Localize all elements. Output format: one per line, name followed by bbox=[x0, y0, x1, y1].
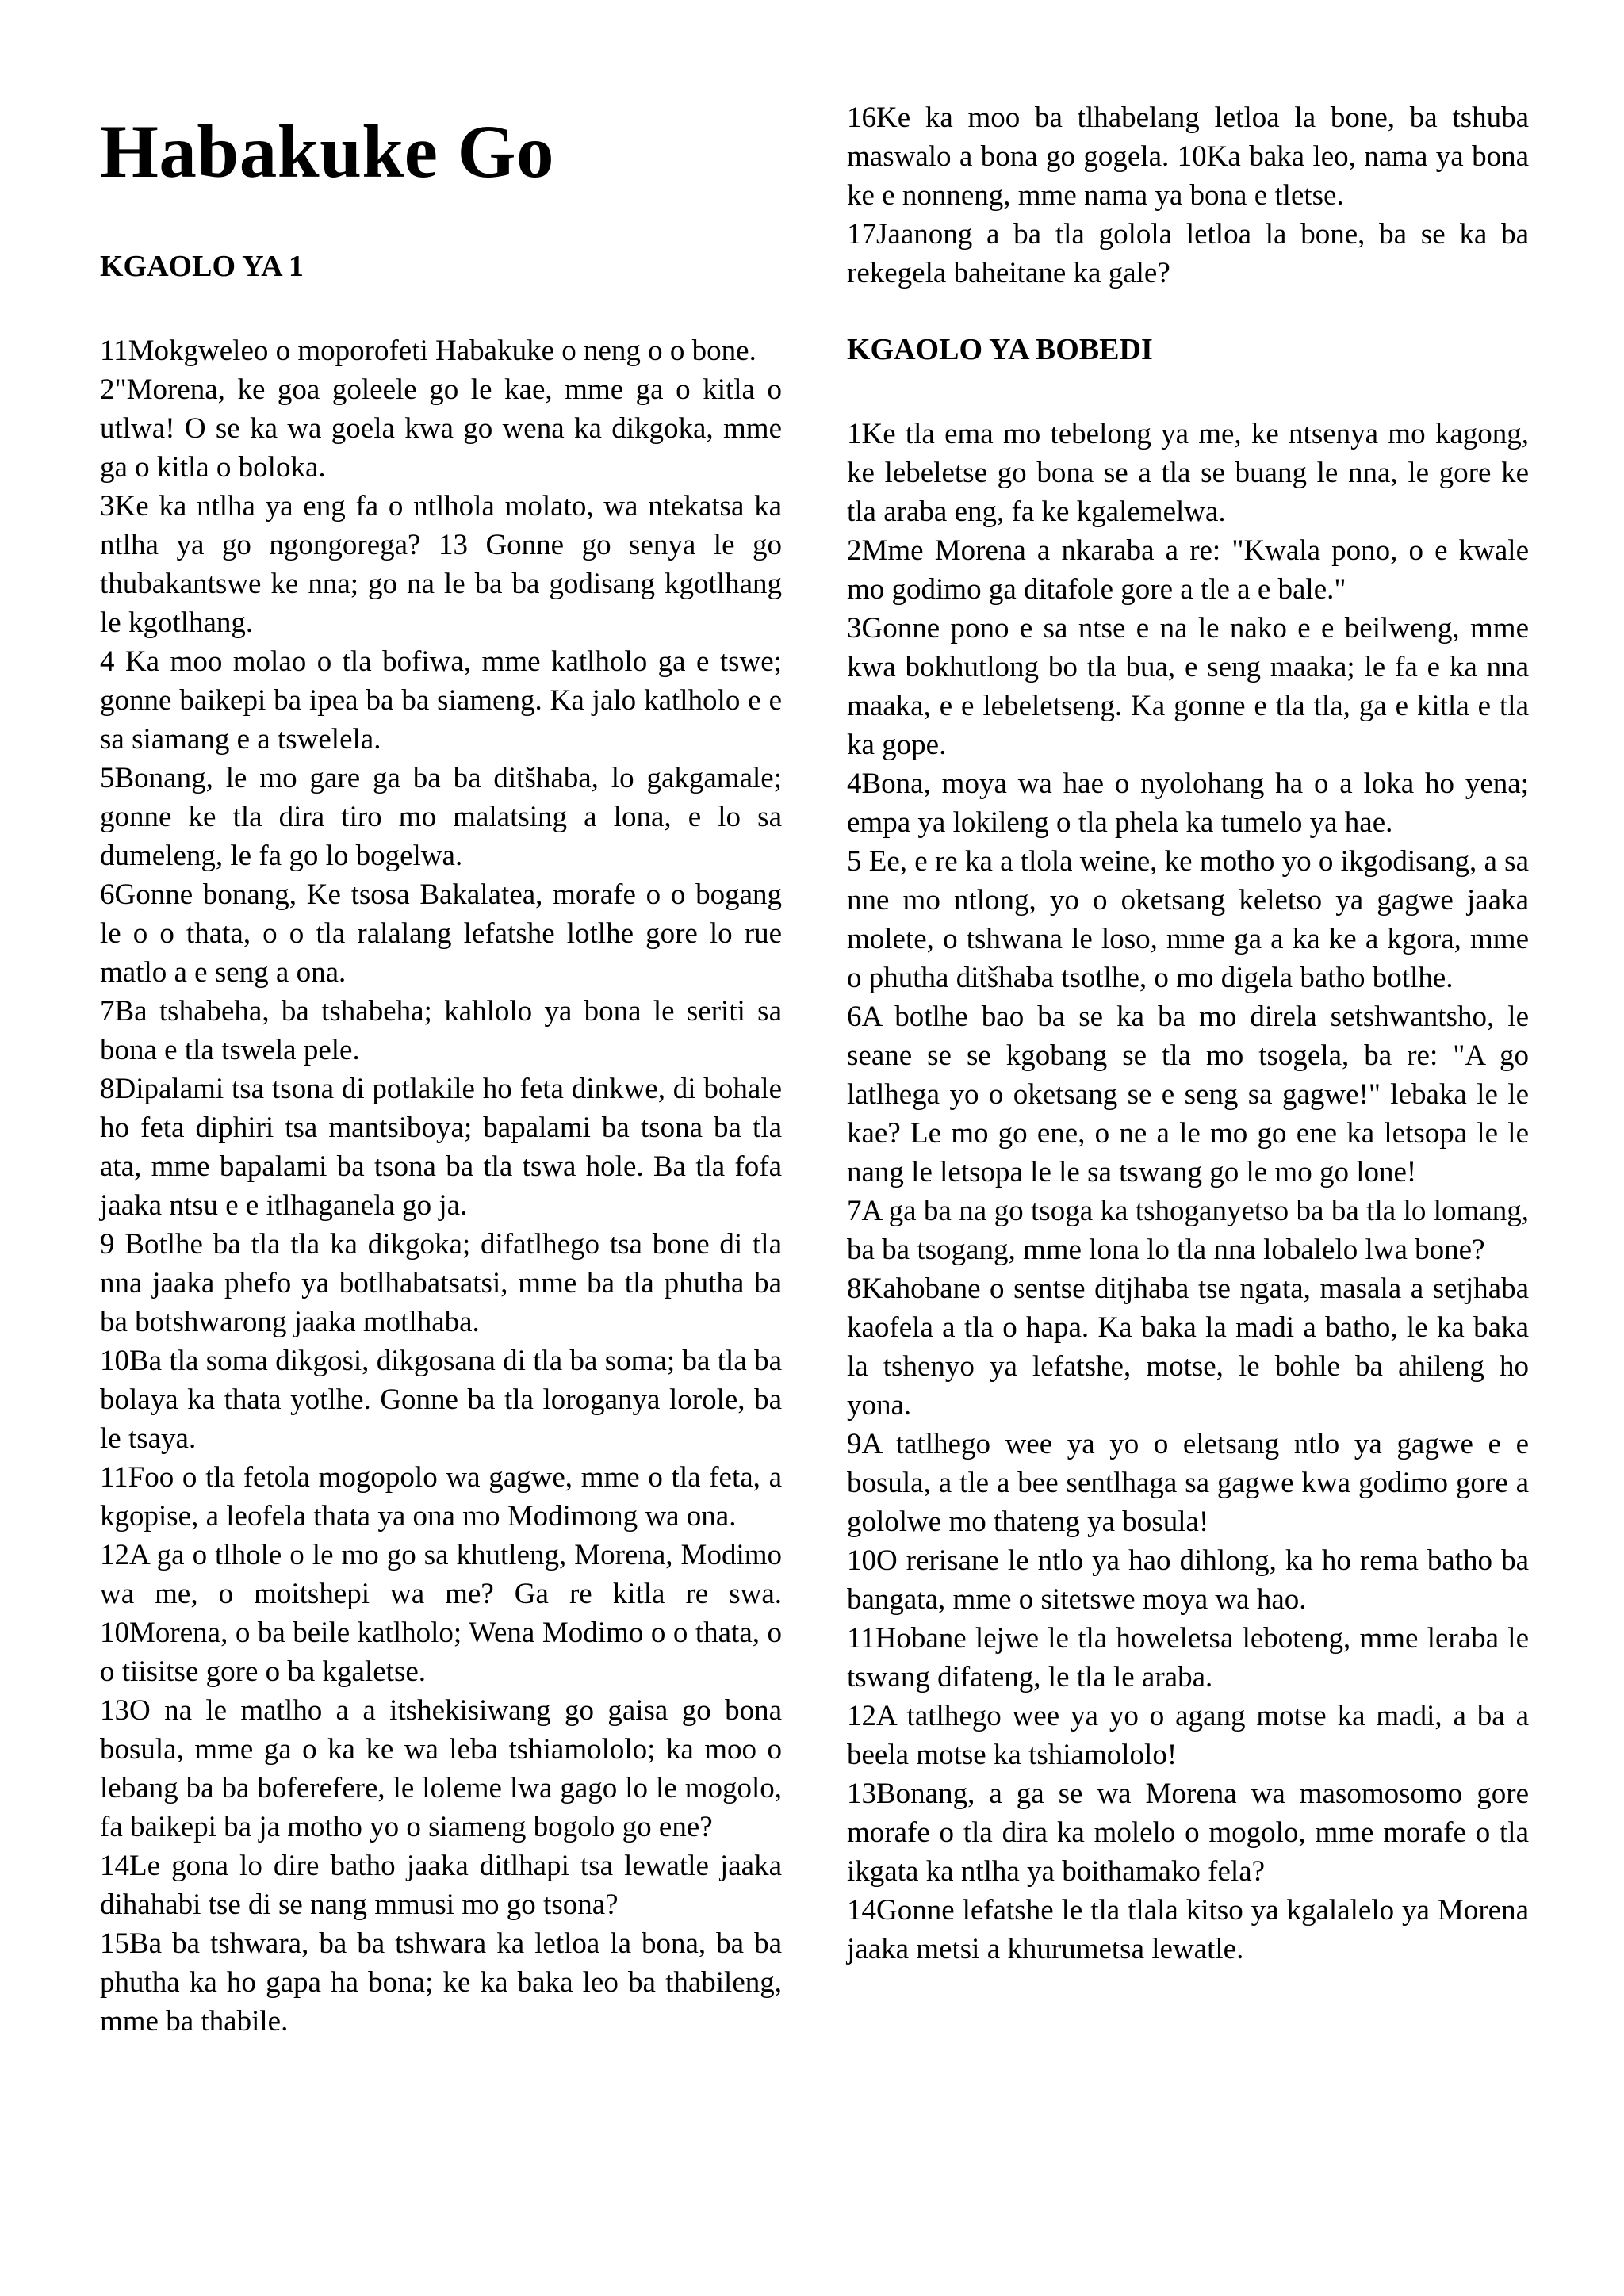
verse-paragraph: 4 Ka moo molao o tla bofiwa, mme katlholo ga e tswe; gonne baikepi ba ipea ba ba siameng. Ka jalo katlholo e e sa siamang e a tswelela. bbox=[100, 645, 782, 756]
verse-paragraph: 9A tatlhego wee ya yo o eletsang ntlo ya gagwe e e bosula, a tle a bee sentlhaga sa gagwe kwa godimo gore a gololwe mo thateng ya bosula! bbox=[847, 1428, 1529, 1538]
book-title: Habakuke Go bbox=[100, 109, 555, 193]
verse-paragraph: 6A botlhe bao ba se ka ba mo direla setshwantsho, le seane se se kgobang se tla mo tsogela, ba re: "A go latlhega yo o oketsang se e seng sa gagwe!" lebaka le le kae? Le mo go ene, o ne a le mo go ene ka letsopa le le nang le letsopa le le sa tswang go le mo go lone! bbox=[847, 1001, 1529, 1188]
chapter-2-heading: KGAOLO YA BOBEDI bbox=[847, 333, 1153, 366]
verse-paragraph: 11Hobane lejwe le tla howeletsa leboteng, mme leraba le tswang difateng, le tla le araba. bbox=[847, 1622, 1529, 1693]
verse-paragraph: 16Ke ka moo ba tlhabelang letloa la bone, ba tshuba maswalo a bona go gogela. 10Ka baka leo, nama ya bona ke e nonneng, mme nama ya bona e tletse. bbox=[847, 101, 1529, 212]
verse-paragraph: 12A ga o tlhole o le mo go sa khutleng, Morena, Modimo wa me, o moitshepi wa me? Ga re kitla re swa. 10Morena, o ba beile katlholo; Wena Modimo o o thata, o o tiisitse gore o ba kgaletse. bbox=[100, 1539, 782, 1688]
verse-paragraph: 2"Morena, ke goa goleele go le kae, mme ga o kitla o utlwa! O se ka wa goela kwa go wena ka dikgoka, mme ga o kitla o boloka. bbox=[100, 373, 782, 484]
verse-paragraph: 11Foo o tla fetola mogopolo wa gagwe, mme o tla feta, a kgopise, a leofela thata ya ona mo Modimong wa ona. bbox=[100, 1461, 782, 1533]
verse-paragraph: 13O na le matlho a a itshekisiwang go gaisa go bona bosula, mme ga o ka ke wa leba tshiamololo; ka moo o lebang ba ba boferefere, le loleme lwa gago lo le mogolo, fa baikepi ba ja motho yo o siameng bogolo go ene? bbox=[100, 1694, 782, 1843]
verse-paragraph: 5 Ee, e re ka a tlola weine, ke motho yo o ikgodisang, a sa nne mo ntlong, yo o oketsang keletso ya gagwe jaaka molete, o tshwana le loso, mme ga a ka ke a kgora, mme o phutha ditšhaba tsotlhe, o mo digela batho botlhe. bbox=[847, 845, 1529, 994]
verse-paragraph: 13Bonang, a ga se wa Morena wa masomosomo gore morafe o tla dira ka molelo o mogolo, mme morafe o tla ikgata ka ntlha ya boithamako fela? bbox=[847, 1777, 1529, 1888]
verse-paragraph: 8Kahobane o sentse ditjhaba tse ngata, masala a setjhaba kaofela a tla o hapa. Ka baka la madi a batho, le ka baka la tshenyo ya lefatshe, motse, le bohle ba ahileng ho yona. bbox=[847, 1272, 1529, 1422]
verse-paragraph: 12A tatlhego wee ya yo o agang motse ka madi, a ba a beela motse ka tshiamololo! bbox=[847, 1700, 1529, 1771]
verse-paragraph: 6Gonne bonang, Ke tsosa Bakalatea, morafe o o bogang le o o thata, o o tla ralalang lefatshe lotlhe gore lo rue matlo a e seng a ona. bbox=[100, 878, 782, 989]
chapter-1-heading: KGAOLO YA 1 bbox=[100, 250, 304, 283]
verse-paragraph: 15Ba ba tshwara, ba ba tshwara ka letloa la bona, ba ba phutha ka ho gapa ha bona; ke ka baka leo ba thabileng, mme ba thabile. bbox=[100, 1927, 782, 2038]
verse-paragraph: 5Bonang, le mo gare ga ba ba ditšhaba, lo gakgamale; gonne ke tla dira tiro mo malatsing a lona, e lo sa dumeleng, le fa go lo bogelwa. bbox=[100, 762, 782, 872]
verse-paragraph: 4Bona, moya wa hae o nyolohang ha o a loka ho yena; empa ya lokileng o tla phela ka tumelo ya hae. bbox=[847, 767, 1529, 839]
verse-paragraph: 10Ba tla soma dikgosi, dikgosana di tla ba soma; ba tla ba bolaya ka thata yotlhe. Gonne ba tla loroganya lorole, ba le tsaya. bbox=[100, 1345, 782, 1455]
right-column bbox=[847, 98, 1529, 1969]
verse-paragraph: 8Dipalami tsa tsona di potlakile ho feta dinkwe, di bohale ho feta diphiri tsa mantsiboya; bapalami ba tsona ba tla ata, mme bapalami ba tsona ba tla tswa hole. Ba tla fofa jaaka ntsu e e itlhaganela go ja. bbox=[100, 1073, 782, 1222]
verse-paragraph: 3Gonne pono e sa ntse e na le nako e e beilweng, mme kwa bokhutlong bo tla bua, e seng maaka; le fa e ka nna maaka, e e lebeletseng. Ka gonne e tla tla, ga e kitla e tla ka gope. bbox=[847, 612, 1529, 761]
verse-paragraph: 1Ke tla ema mo tebelong ya me, ke ntsenya mo kagong, ke lebeletse go bona se a tla se buang le nna, le gore ke tla araba eng, fa ke kgalemelwa. bbox=[847, 418, 1529, 528]
verse-paragraph: 11Mokgweleo o moporofeti Habakuke o neng o o bone. bbox=[100, 335, 756, 367]
verse-paragraph: 2Mme Morena a nkaraba a re: "Kwala pono, o e kwale mo godimo ga ditafole gore a tle a e bale." bbox=[847, 534, 1529, 606]
verse-paragraph: 9 Botlhe ba tla tla ka dikgoka; difatlhego tsa bone di tla nna jaaka phefo ya botlhabatsatsi, mme ba tla phutha ba ba botshwarong jaaka motlhaba. bbox=[100, 1228, 782, 1338]
left-column bbox=[100, 98, 782, 2041]
verse-paragraph: 7A ga ba na go tsoga ka tshoganyetso ba ba tla lo lomang, ba ba tsogang, mme lona lo tla nna lobalelo lwa bone? bbox=[847, 1195, 1529, 1266]
verse-paragraph: 14Le gona lo dire batho jaaka ditlhapi tsa lewatle jaaka dihahabi tse di se nang mmusi mo go tsona? bbox=[100, 1850, 782, 1921]
verse-paragraph: 14Gonne lefatshe le tla tlala kitso ya kgalalelo ya Morena jaaka metsi a khurumetsa lewatle. bbox=[847, 1894, 1529, 1965]
verse-paragraph: 17Jaanong a ba tla golola letloa la bone, ba se ka ba rekegela baheitane ka gale? bbox=[847, 218, 1529, 289]
verse-paragraph: 3Ke ka ntlha ya eng fa o ntlhola molato, wa ntekatsa ka ntlha ya go ngongorega? 13 Gonne go senya le go thubakantswe ke nna; go na le ba ba godisang kgotlhang le kgotlhang. bbox=[100, 490, 782, 639]
verse-paragraph: 10O rerisane le ntlo ya hao dihlong, ka ho rema batho ba bangata, mme o sitetswe moya wa hao. bbox=[847, 1544, 1529, 1616]
verse-paragraph: 7Ba tshabeha, ba tshabeha; kahlolo ya bona le seriti sa bona e tla tswela pele. bbox=[100, 995, 782, 1066]
